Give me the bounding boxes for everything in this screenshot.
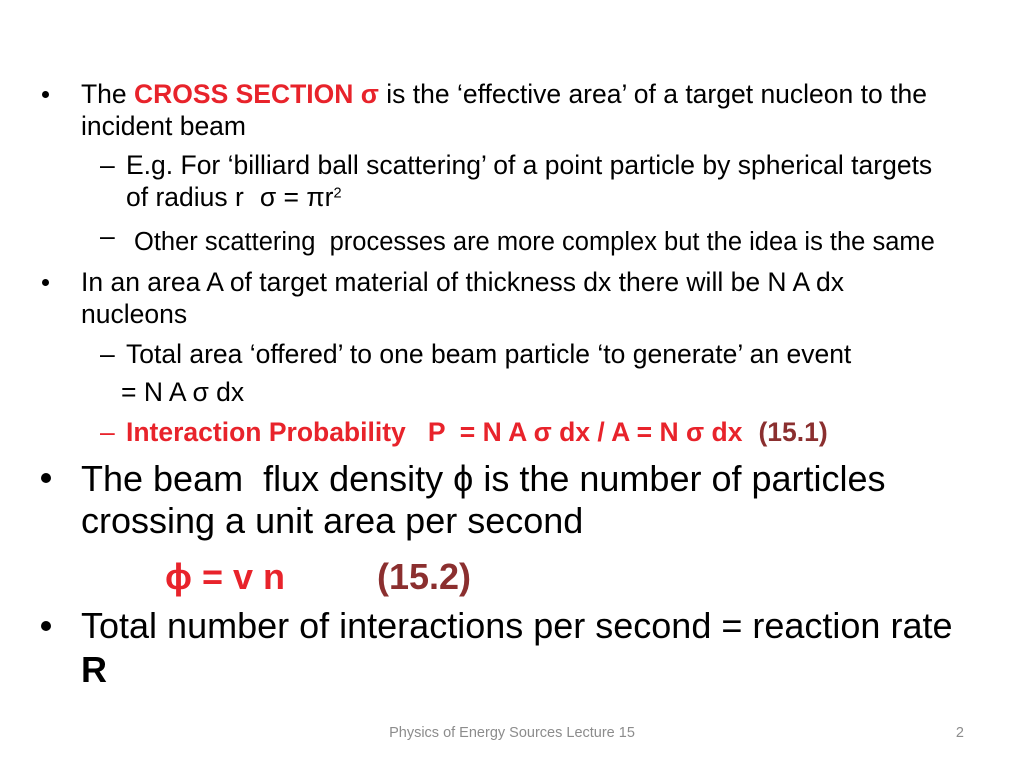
bullet-dot bbox=[42, 91, 49, 98]
cross-section-description: is the ‘effective area’ of a target nucleon to the bbox=[378, 79, 927, 109]
total-area-offered: Total area ‘offered’ to one beam particle ‘to generate’ an event bbox=[126, 339, 852, 369]
flux-density-line-2: crossing a unit area per second bbox=[81, 500, 584, 541]
other-scattering-note: Other scattering processes are more complex but the idea is the same bbox=[134, 228, 935, 256]
target-area-line-2: nucleons bbox=[81, 299, 188, 329]
cross-section-formula: σ = πr bbox=[259, 182, 334, 212]
billiard-ball-example-line-2 bbox=[126, 182, 342, 212]
formula-exponent: 2 bbox=[333, 185, 342, 202]
flux-equation: ϕ = v n bbox=[165, 556, 286, 597]
radius-text: of radius r bbox=[126, 182, 244, 212]
flux-density-line-1: The beam flux density ϕ is the number of particles bbox=[81, 458, 886, 499]
reaction-rate-line-1: Total number of interactions per second = reaction rate bbox=[81, 605, 953, 646]
cross-section-term: CROSS SECTION σ bbox=[134, 79, 379, 109]
equation-number-15-2: (15.2) bbox=[377, 556, 472, 597]
bullet-dot bbox=[42, 279, 49, 286]
interaction-probability-line bbox=[126, 417, 828, 447]
sub-bullet-dash: – bbox=[100, 150, 115, 180]
sub-bullet-dash: – bbox=[100, 417, 115, 447]
bullet-dot bbox=[41, 621, 51, 631]
cross-section-definition-line-1 bbox=[81, 79, 927, 109]
page-number: 2 bbox=[955, 725, 964, 741]
cross-section-intro: The bbox=[81, 79, 135, 109]
cross-section-definition-line-2: incident beam bbox=[81, 111, 246, 141]
interaction-probability-formula: Interaction Probability P = N A σ dx / A = N σ dx bbox=[126, 417, 743, 447]
billiard-ball-example-line-1: E.g. For ‘billiard ball scattering’ of a point particle by spherical targets bbox=[126, 150, 933, 180]
sub-bullet-dash: – bbox=[100, 339, 115, 369]
reaction-rate-symbol: R bbox=[81, 649, 107, 690]
footer-title: Physics of Energy Sources Lecture 15 bbox=[389, 725, 635, 741]
sub-bullet-dash: – bbox=[100, 221, 115, 251]
target-area-line-1: In an area A of target material of thickness dx there will be N A dx bbox=[81, 267, 845, 297]
equation-number-15-1: (15.1) bbox=[758, 417, 828, 447]
bullet-dot bbox=[41, 473, 51, 483]
total-area-formula: = N A σ dx bbox=[121, 377, 245, 407]
